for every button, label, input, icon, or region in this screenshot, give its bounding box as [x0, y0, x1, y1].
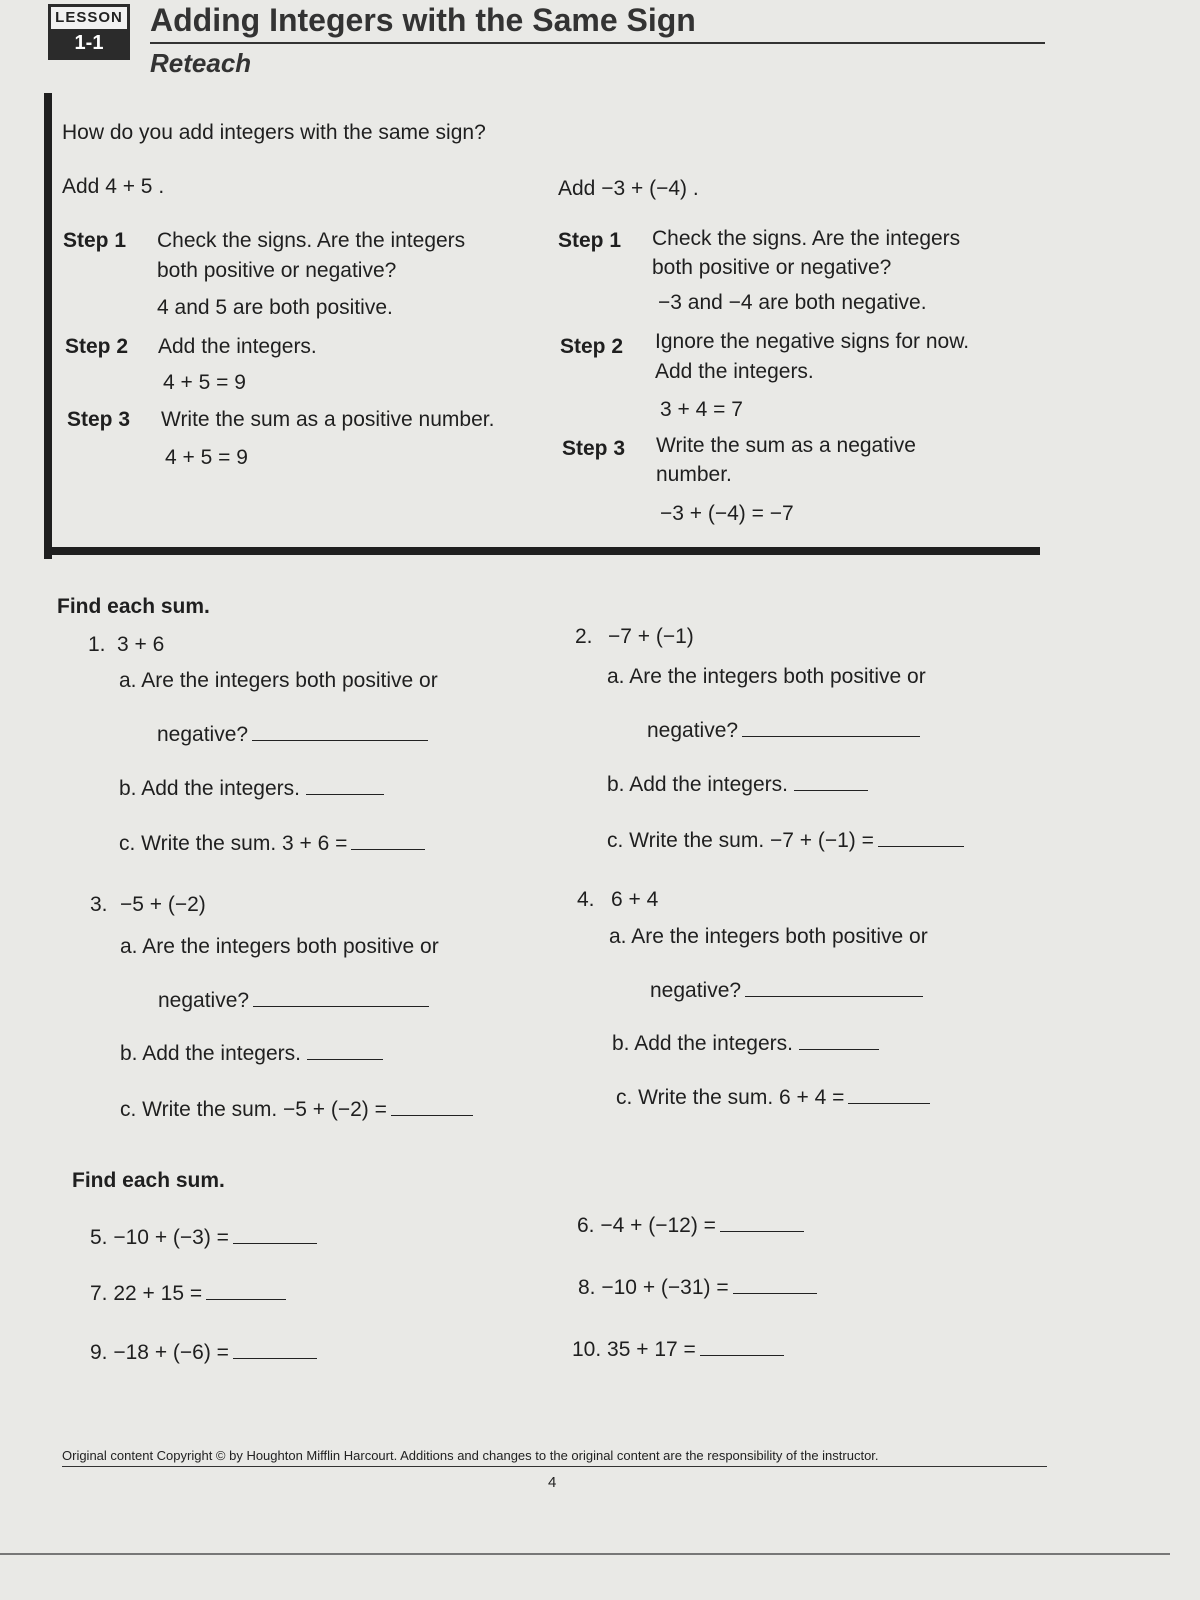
problem-1-part-c: c. Write the sum. 3 + 6 = — [119, 831, 425, 857]
problem-4-part-c: c. Write the sum. 6 + 4 = — [616, 1085, 930, 1111]
problem-9-answer-blank[interactable] — [233, 1340, 317, 1359]
problem-1-part-b: b. Add the integers. — [119, 776, 384, 802]
copyright-notice: Original content Copyright © by Houghton Mifflin Harcourt. Additions and changes to the original content are the responsibility of the instructor. — [62, 1448, 879, 1463]
right-step1-result: −3 and −4 are both negative. — [658, 291, 927, 314]
left-step3-label: Step 3 — [67, 408, 131, 431]
problem-5: 5. −10 + (−3) = — [90, 1225, 317, 1251]
left-step1-text-1: Check the signs. Are the integers — [157, 229, 466, 252]
problem-3-part-b: b. Add the integers. — [120, 1041, 383, 1067]
problem-10: 10. 35 + 17 = — [572, 1337, 784, 1363]
section1-heading: Find each sum. — [57, 595, 210, 618]
title-divider — [150, 42, 1045, 44]
problem-1-answer-a-blank[interactable] — [252, 722, 428, 741]
right-step2-text-2: Add the integers. — [655, 360, 814, 383]
problem-4-number: 4. — [577, 888, 595, 911]
reteach-question: How do you add integers with the same sign? — [62, 121, 486, 144]
footer-divider — [62, 1466, 1047, 1467]
lesson-label: LESSON — [51, 7, 127, 29]
problem-7: 7. 22 + 15 = — [90, 1281, 286, 1307]
problem-2-number: 2. — [575, 625, 593, 648]
problem-3-answer-b-blank[interactable] — [307, 1041, 383, 1060]
page-subtitle: Reteach — [150, 48, 252, 78]
problem-3-answer-c-blank[interactable] — [391, 1097, 473, 1116]
problem-4-answer-b-blank[interactable] — [799, 1031, 879, 1050]
problem-3-part-c: c. Write the sum. −5 + (−2) = — [120, 1097, 473, 1123]
left-step3-text: Write the sum as a positive number. — [161, 408, 495, 431]
problem-6: 6. −4 + (−12) = — [577, 1213, 804, 1239]
problem-6-answer-blank[interactable] — [720, 1213, 804, 1232]
problem-4-expression: 6 + 4 — [611, 888, 659, 911]
left-step1-text-2: both positive or negative? — [157, 259, 397, 282]
problem-2-part-a: a. Are the integers both positive or — [607, 665, 926, 688]
problem-1-expression: 3 + 6 — [117, 633, 165, 656]
left-step2-text: Add the integers. — [158, 335, 317, 358]
page-title: Adding Integers with the Same Sign — [150, 2, 696, 38]
right-example-prompt: Add −3 + (−4) . — [558, 177, 699, 200]
left-step2-label: Step 2 — [65, 335, 129, 358]
right-step1-text-2: both positive or negative? — [652, 256, 892, 279]
reteach-box-left-border — [44, 93, 52, 559]
right-step2-text-1: Ignore the negative signs for now. — [655, 330, 970, 353]
problem-4-answer-c-blank[interactable] — [848, 1085, 930, 1104]
problem-7-answer-blank[interactable] — [206, 1281, 286, 1300]
problem-3-expression: −5 + (−2) — [120, 893, 206, 916]
problem-4-answer-a-blank[interactable] — [745, 978, 923, 997]
left-step1-result: 4 and 5 are both positive. — [157, 296, 393, 319]
problem-2-answer-b-blank[interactable] — [794, 772, 868, 791]
problem-4-part-b: b. Add the integers. — [612, 1031, 879, 1057]
right-step2-math: 3 + 4 = 7 — [660, 398, 743, 421]
lesson-badge — [48, 4, 130, 60]
lesson-number: 1-1 — [74, 32, 104, 54]
reteach-box-bottom-border — [52, 547, 1040, 555]
problem-3-part-a: a. Are the integers both positive or — [120, 935, 439, 958]
problem-2-part-b: b. Add the integers. — [607, 772, 868, 798]
page-number: 4 — [548, 1474, 557, 1491]
problem-1-answer-b-blank[interactable] — [306, 776, 384, 795]
problem-1-part-a: a. Are the integers both positive or — [119, 669, 438, 692]
right-step1-label: Step 1 — [558, 229, 622, 252]
problem-4-part-a-cont: negative? — [650, 978, 923, 1004]
right-step1-text-1: Check the signs. Are the integers — [652, 227, 961, 250]
problem-3-part-a-cont: negative? — [158, 988, 429, 1014]
problem-8: 8. −10 + (−31) = — [578, 1275, 817, 1301]
right-step3-label: Step 3 — [562, 437, 626, 460]
left-step1-label: Step 1 — [63, 229, 127, 252]
left-step2-math: 4 + 5 = 9 — [163, 371, 246, 394]
problem-2-answer-a-blank[interactable] — [742, 718, 920, 737]
problem-2-answer-c-blank[interactable] — [878, 828, 964, 847]
problem-2-part-a-cont: negative? — [647, 718, 920, 744]
problem-2-expression: −7 + (−1) — [608, 625, 694, 648]
right-step2-label: Step 2 — [560, 335, 624, 358]
section2-heading: Find each sum. — [72, 1169, 225, 1192]
page-bottom-edge — [0, 1553, 1170, 1555]
problem-5-answer-blank[interactable] — [233, 1225, 317, 1244]
problem-9: 9. −18 + (−6) = — [90, 1340, 317, 1366]
right-step3-math: −3 + (−4) = −7 — [660, 502, 794, 525]
problem-8-answer-blank[interactable] — [733, 1275, 817, 1294]
right-step3-text-1: Write the sum as a negative — [656, 434, 916, 457]
problem-10-answer-blank[interactable] — [700, 1337, 784, 1356]
right-step3-text-2: number. — [656, 463, 732, 486]
left-step3-math: 4 + 5 = 9 — [165, 446, 248, 469]
problem-3-number: 3. — [90, 893, 108, 916]
problem-1-part-a-cont: negative? — [157, 722, 428, 748]
problem-4-part-a: a. Are the integers both positive or — [609, 925, 928, 948]
problem-1-answer-c-blank[interactable] — [351, 831, 425, 850]
problem-2-part-c: c. Write the sum. −7 + (−1) = — [607, 828, 964, 854]
left-example-prompt: Add 4 + 5 . — [62, 175, 165, 198]
problem-3-answer-a-blank[interactable] — [253, 988, 429, 1007]
problem-1-number: 1. — [88, 633, 106, 656]
